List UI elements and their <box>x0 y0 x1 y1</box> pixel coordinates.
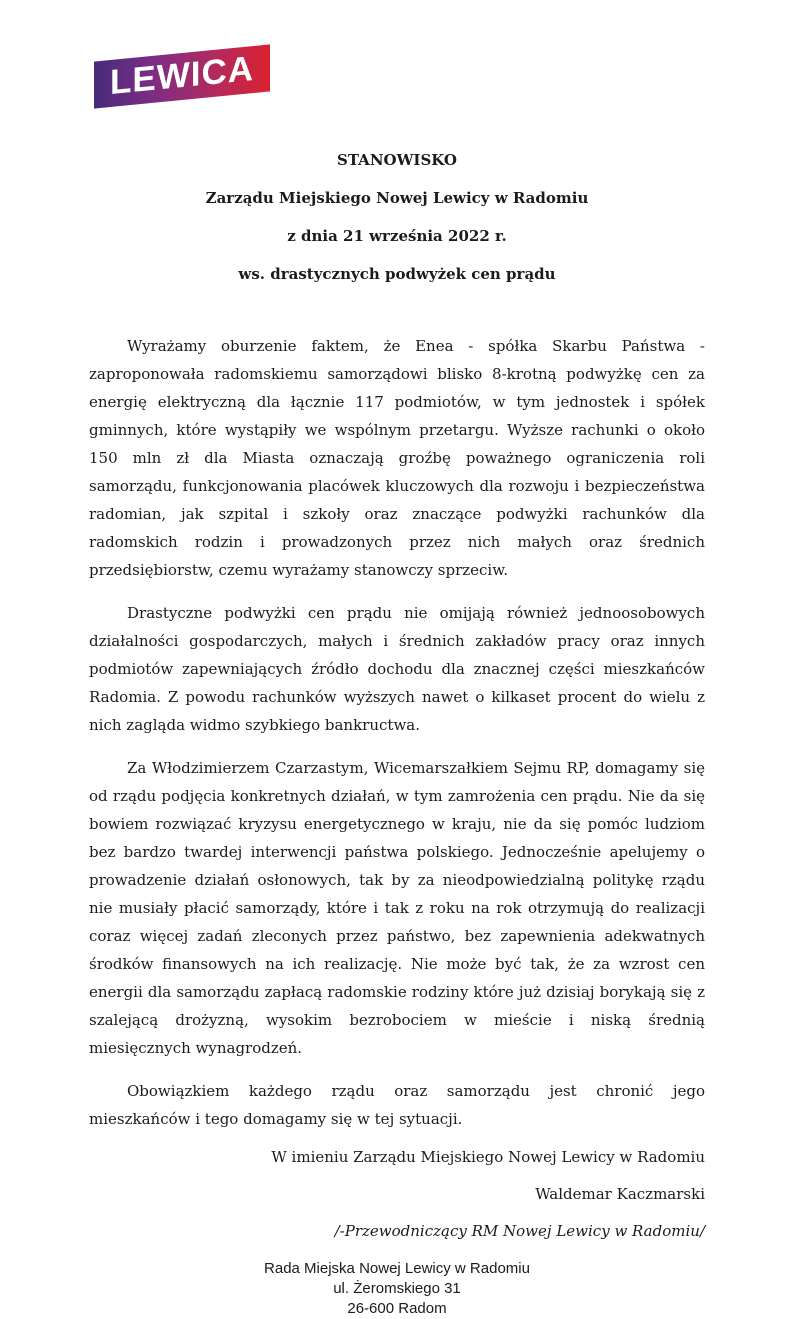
document-title-block <box>0 0 794 283</box>
title-stanowisko: STANOWISKO <box>337 151 457 169</box>
document-body <box>89 332 705 1133</box>
paragraph-1: Wyrażamy oburzenie faktem, że Enea - spółka Skarbu Państwa - zaproponowała radomskiemu samorządowi blisko 8-krotną podwyżkę cen za energię elektryczną dla łącznie 117 podmiotów, w tym jednostek i spółek gminnych, które wystąpiły we wspólnym przetargu. Wyższe rachunki o około 150 mln zł dla Miasta oznaczają groźbę poważnego ograniczenia roli samorządu, funkcjonowania placówek kluczowych dla rozwoju i bezpieczeństwa radomian, jak szpital i szkoły oraz znaczące podwyżki rachunków dla radomskich rodzin i prowadzonych przez nich małych oraz średnich przedsiębiorstw, czemu wyrażamy stanowczy sprzeciw. <box>89 337 705 579</box>
paragraph-3: Za Włodzimierzem Czarzastym, Wicemarszałkiem Sejmu RP, domagamy się od rządu podjęcia konkretnych działań, w tym zamrożenia cen prądu. Nie da się bowiem rozwiązać kryzysu energetycznego w kraju, nie da się pomóc ludziom bez bardzo twardej interwencji państwa polskiego. Jednocześnie apelujemy o prowadzenie działań osłonowych, tak by za nieodpowiedzialną politykę rządu nie musiały płacić samorządy, które i tak z roku na rok otrzymują do realizacji coraz więcej zadań zleconych przez państwo, bez zapewnienia adekwatnych środków finansowych na ich realizację. Nie może być tak, że za wzrost cen energii dla samorządu zapłacą radomskie rodziny które już dzisiaj borykają się z szalejącą drożyzną, wysokim bezrobociem w mieście i niską średnią miesięcznych wynagrodzeń. <box>89 759 705 1057</box>
footer-city: 26-600 Radom <box>347 1300 447 1317</box>
title-organization: Zarządu Miejskiego Nowej Lewicy w Radomiu <box>205 189 589 207</box>
footer-organization: Rada Miejska Nowej Lewicy w Radomiu <box>264 1260 530 1277</box>
address-footer <box>0 1259 794 1319</box>
signature-block <box>89 1148 705 1240</box>
paragraph-2: Drastyczne podwyżki cen prądu nie omijają również jednoosobowych działalności gospodarczych, małych i średnich zakładów pracy oraz innych podmiotów zapewniających źródło dochodu dla znacznej części mieszkańców Radomia. Z powodu rachunków wyższych nawet o kilkaset procent do wielu z nich zagląda widmo szybkiego bankructwa. <box>89 604 705 734</box>
signature-on-behalf: W imieniu Zarządu Miejskiego Nowej Lewicy w Radomiu <box>271 1148 705 1166</box>
signature-title: /-Przewodniczący RM Nowej Lewicy w Radomiu/ <box>334 1222 705 1240</box>
paragraph-4: Obowiązkiem każdego rządu oraz samorządu jest chronić jego mieszkańców i tego domagamy się w tej sytuacji. <box>89 1082 705 1128</box>
lewica-logo-text: LEWICA <box>109 48 255 103</box>
title-date: z dnia 21 września 2022 r. <box>287 227 507 245</box>
signature-name: Waldemar Kaczmarski <box>535 1185 705 1203</box>
footer-street: ul. Żeromskiego 31 <box>333 1280 461 1297</box>
title-subject: ws. drastycznych podwyżek cen prądu <box>238 265 556 283</box>
